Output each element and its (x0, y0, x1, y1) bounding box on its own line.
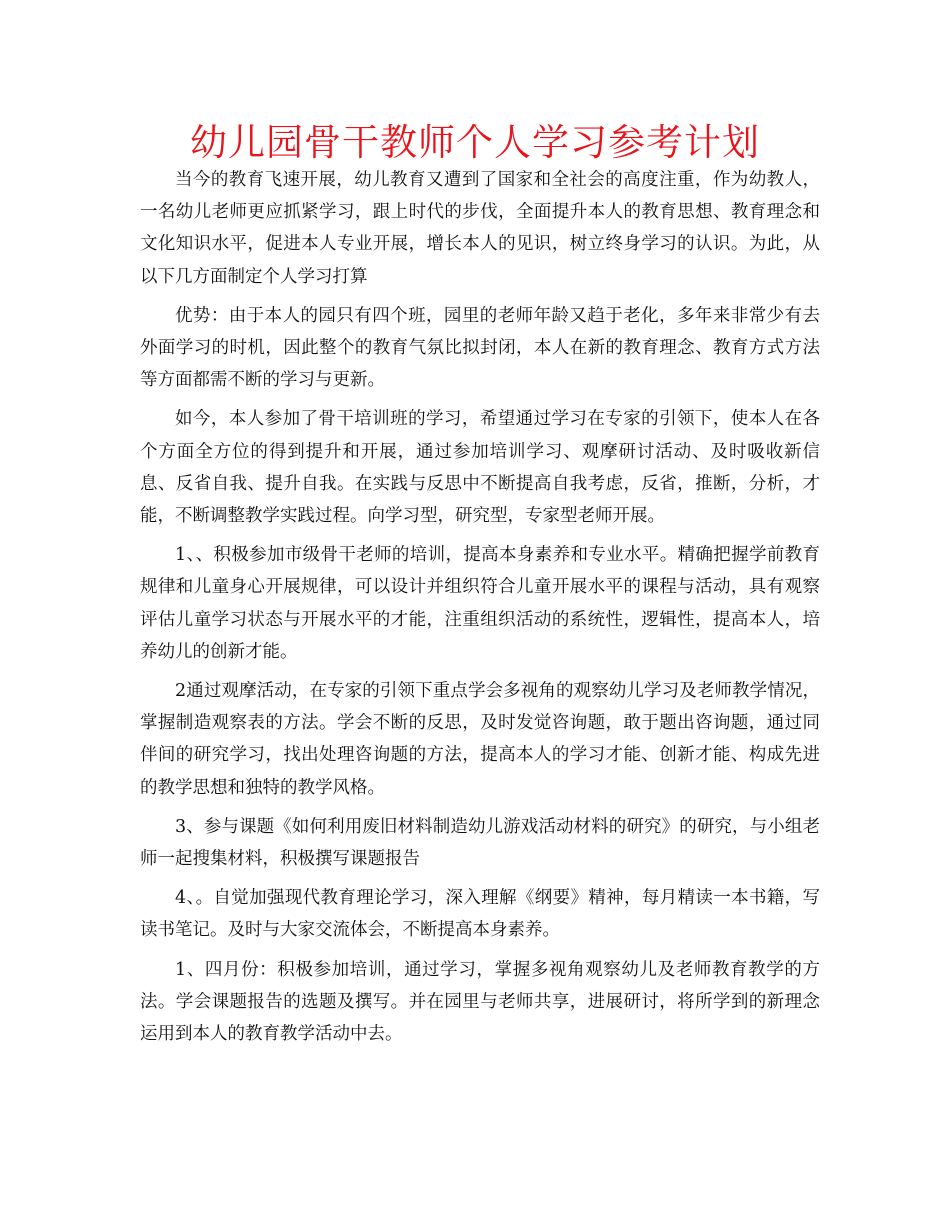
paragraph-advantage: 优势：由于本人的园只有四个班，园里的老师年龄又趋于老化，多年来非常少有去外面学习的时机，因此整个的教育气氛比拟封闭，本人在新的教育理念、教育方式方法等方面都需不断的学习与更新。 (140, 305, 820, 391)
paragraph-intro: 当今的教育飞速开展，幼儿教育又遭到了国家和全社会的高度注重，作为幼教人，一名幼儿老师更应抓紧学习，跟上时代的步伐，全面提升本人的教育思想、教育理念和文化知识水平，促进本人专业开展，增长本人的见识，树立终身学习的认识。为此，从以下几方面制定个人学习打算 (140, 170, 820, 287)
paragraph-item-3: 3、参与课题《如何利用废旧材料制造幼儿游戏活动材料的研究》的研究，与小组老师一起搜集材料，积极撰写课题报告 (140, 816, 820, 870)
paragraph-item-4: 4、。自觉加强现代教育理论学习，深入理解《纲要》精神，每月精读一本书籍，写读书笔记。及时与大家交流体会，不断提高本身素养。 (140, 888, 820, 941)
paragraph-item-2: 2通过观摩活动，在专家的引领下重点学会多视角的观察幼儿学习及老师教学情况，掌握制造观察表的方法。学会不断的反思，及时发觉咨询题，敢于题出咨询题，通过同伴间的研究学习，找出处理咨询题的方法，提高本人的学习才能、创新才能、构成先进的教学思想和独特的教学风格。 (140, 681, 820, 798)
paragraph-current: 如今，本人参加了骨干培训班的学习，希望通过学习在专家的引领下，使本人在各个方面全方位的得到提升和开展，通过参加培训学习、观摩研讨活动、及时吸收新信息、反省自我、提升自我。在实践与反思中不断提高自我考虑，反省，推断，分析，才能，不断调整教学实践过程。向学习型，研究型，专家型老师开展。 (140, 409, 820, 527)
document-title: 幼儿园骨干教师个人学习参考计划 (190, 121, 760, 164)
document-body (140, 164, 820, 1050)
paragraph-april: 1、四月份：积极参加培训，通过学习，掌握多视角观察幼儿及老师教育教学的方法。学会课题报告的选题及撰写。并在园里与老师共享，进展研讨，将所学到的新理念运用到本人的教育教学活动中去。 (140, 959, 820, 1045)
paragraph-item-1: 1、、积极参加市级骨干老师的培训，提高本身素养和专业水平。精确把握学前教育规律和儿童身心开展规律，可以设计并组织符合儿童开展水平的课程与活动，具有观察评估儿童学习状态与开展水平的才能，注重组织活动的系统性，逻辑性，提高本人，培养幼儿的创新才能。 (140, 545, 820, 662)
